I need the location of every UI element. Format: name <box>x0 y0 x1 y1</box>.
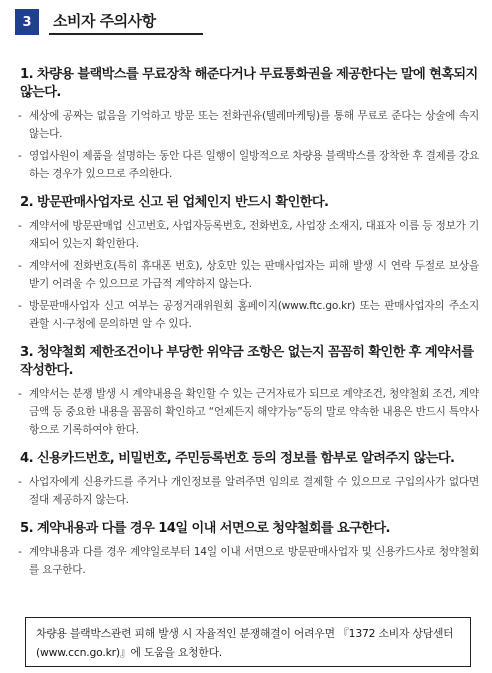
section-heading: 5. 계약내용과 다를 경우 14일 이내 서면으로 청약철회를 요구한다. <box>20 521 390 536</box>
section-title: 소비자 주의사항 <box>49 9 203 35</box>
section-heading: 3. 청약철회 제한조건이나 부당한 위약금 조항은 없는지 꼼꼼히 확인한 후 계약서를 작성한다. <box>20 345 474 378</box>
bullet-text: 계약서에 방문판매업 신고번호, 사업자등록번호, 전화번호, 사업장 소재지, 대표자 이름 등 정보가 기재되어 있는지 확인한다. <box>29 220 479 250</box>
bullet-item: - 사업자에게 신용카드를 주거나 개인정보를 알려주면 임의로 결제할 수 있으므로 구입의사가 없다면 절대 제공하지 않는다. <box>18 476 479 506</box>
section-4 <box>15 450 481 509</box>
bullet-item: - 계약서에 전화번호(특히 휴대폰 번호), 상호만 있는 판매사업자는 피해 발생 시 연락 두절로 보상을 받기 어려울 수 있으므로 가급적 계약하지 않는다. <box>18 260 479 290</box>
bullet-text: 세상에 공짜는 없음을 기억하고 방문 또는 전화권유(텔레마케팅)를 통해 무료로 준다는 상술에 속지 않는다. <box>29 110 479 140</box>
help-notice-box: 차량용 블랙박스관련 피해 발생 시 자율적인 분쟁해결이 어려우면 『1372 소비자 상담센터(www.ccn.go.kr)』에 도움을 요청한다. <box>25 617 471 667</box>
section-heading: 1. 차량용 블랙박스를 무료장착 해준다거나 무료통화권을 제공한다는 말에 현혹되지 않는다. <box>20 67 478 100</box>
bullet-text: 계약서는 분쟁 발생 시 계약내용을 확인할 수 있는 근거자료가 되므로 계약조건, 청약철회 조건, 계약금액 등 중요한 내용을 꼼꼼히 확인하고 “언제든지 해약가능”등의 말로 약속한 내용은 반드시 특약사항으로 기록하여야 한다. <box>29 388 479 436</box>
bullet-text: 영업사원이 제품을 설명하는 동안 다른 일행이 일방적으로 차량용 블랙박스를 장착한 후 결제를 강요하는 경우가 있으므로 주의한다. <box>29 150 479 180</box>
bullet-text: 계약내용과 다를 경우 계약일로부터 14일 이내 서면으로 방문판매사업자 및 신용카드사로 청약철회를 요구한다. <box>29 546 479 576</box>
section-1 <box>15 66 481 183</box>
bullet-item: - 세상에 공짜는 없음을 기억하고 방문 또는 전화권유(텔레마케팅)를 통해 무료로 준다는 상술에 속지 않는다. <box>18 110 479 140</box>
notice-content <box>15 66 481 590</box>
section-header <box>15 9 203 35</box>
bullet-text: 사업자에게 신용카드를 주거나 개인정보를 알려주면 임의로 결제할 수 있으므로 구입의사가 없다면 절대 제공하지 않는다. <box>29 476 479 506</box>
bullet-item: - 계약내용과 다를 경우 계약일로부터 14일 이내 서면으로 방문판매사업자 및 신용카드사로 청약철회를 요구한다. <box>18 546 479 576</box>
bullet-item: - 계약서는 분쟁 발생 시 계약내용을 확인할 수 있는 근거자료가 되므로 계약조건, 청약철회 조건, 계약금액 등 중요한 내용을 꼼꼼히 확인하고 “언제든지 해약가능”등의 말로 약속한 내용은 반드시 특약사항으로 기록하여야 한다. <box>18 388 479 436</box>
bullet-text: 계약서에 전화번호(특히 휴대폰 번호), 상호만 있는 판매사업자는 피해 발생 시 연락 두절로 보상을 받기 어려울 수 있으므로 가급적 계약하지 않는다. <box>29 260 479 290</box>
section-2 <box>15 194 481 333</box>
bullet-item: - 방문판매사업자 신고 여부는 공정거래위원회 홈페이지(www.ftc.go.kr) 또는 판매사업자의 주소지 관할 시·구청에 문의하면 알 수 있다. <box>18 300 479 330</box>
section-heading: 4. 신용카드번호, 비밀번호, 주민등록번호 등의 정보를 함부로 알려주지 않는다. <box>20 451 455 466</box>
section-number-badge: 3 <box>15 9 39 35</box>
section-5 <box>15 520 481 579</box>
section-3 <box>15 344 481 439</box>
section-heading: 2. 방문판매사업자로 신고 된 업체인지 반드시 확인한다. <box>20 195 329 210</box>
bullet-item: - 영업사원이 제품을 설명하는 동안 다른 일행이 일방적으로 차량용 블랙박스를 장착한 후 결제를 강요하는 경우가 있으므로 주의한다. <box>18 150 479 180</box>
bullet-text: 방문판매사업자 신고 여부는 공정거래위원회 홈페이지(www.ftc.go.kr) 또는 판매사업자의 주소지 관할 시·구청에 문의하면 알 수 있다. <box>29 300 479 330</box>
bullet-item: - 계약서에 방문판매업 신고번호, 사업자등록번호, 전화번호, 사업장 소재지, 대표자 이름 등 정보가 기재되어 있는지 확인한다. <box>18 220 479 250</box>
